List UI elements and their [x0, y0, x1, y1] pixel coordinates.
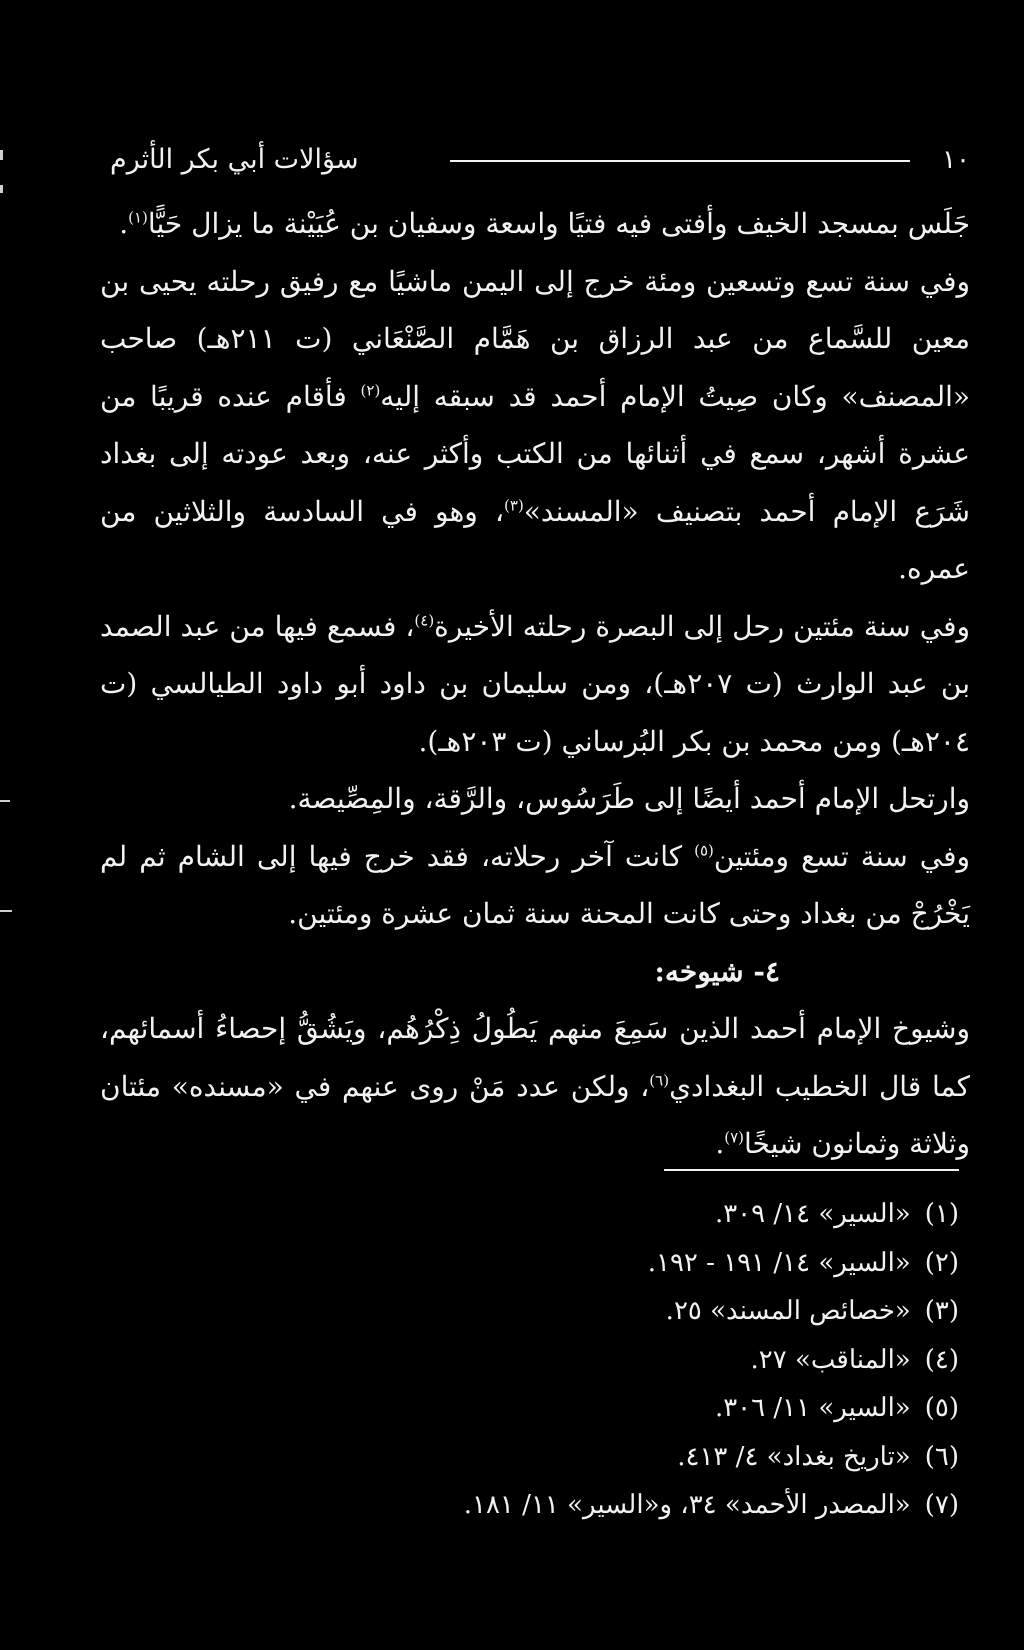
footnote-ref[interactable]: (٥) [694, 841, 714, 860]
header-rule [450, 160, 910, 162]
paragraph-text: . [715, 1127, 725, 1160]
footnote-item [359, 1190, 959, 1239]
scan-speck [0, 800, 10, 802]
paragraph-text: وفي سنة مئتين رحل إلى البصرة رحلته الأخيرة [434, 609, 970, 643]
footnote-text: «خصائص المسند» ٢٥. [665, 1296, 911, 1326]
paragraph-text: كانت آخر رحلاته، فقد خرج فيها إلى الشام ثم لم يَخْرُجْ من بغداد وحتى كانت المحنة سنة ثمان عشرة ومئتين. [100, 839, 970, 930]
paragraph-text: وفي سنة تسع وتسعين ومئة خرج إلى اليمن ماشيًا مع رفيق رحلته يحيى بن معين للسَّماع من عبد الرزاق بن هَمَّام الصَّنْعَاني (ت ٢١١هـ) صاحب «المصنف» وكان صِيتُ الإمام أحمد قد سبقه إليه [100, 264, 971, 413]
footnote-ref[interactable]: (٧) [724, 1128, 744, 1147]
paragraph-6 [100, 1000, 970, 1173]
footnote-item [359, 1433, 959, 1482]
footnote-ref[interactable]: (٦) [649, 1071, 670, 1090]
paragraph-1 [100, 195, 970, 253]
footnote-item [359, 1287, 959, 1336]
paragraph-text: وارتحل الإمام أحمد أيضًا إلى طَرَسُوس، والرَّقة، والمِصِّيصة. [288, 782, 970, 815]
footnote-number: (٤) [924, 1344, 959, 1375]
running-title: سؤالات أبي بكر الأثرم [110, 144, 359, 175]
paragraph-text: جَلَس بمسجد الخيف وأفتى فيه فتيًا واسعة وسفيان بن عُيَيْنة ما يزال حَيًّا [147, 207, 970, 240]
footnote-ref[interactable]: (٤) [414, 611, 435, 630]
paragraph-text: ، فسمع فيها من عبد الصمد بن عبد الوارث (ت ٢٠٧هـ)، ومن سليمان بن داود أبو داود الطيالسي (ت ٢٠٤هـ) ومن محمد بن بكر البُرساني (ت ٢٠٣هـ). [100, 609, 970, 758]
paragraph-2 [100, 253, 970, 598]
footnote-number: (٣) [924, 1296, 959, 1326]
footnote-rule [664, 1169, 959, 1171]
footnote-number: (١) [924, 1199, 959, 1229]
scan-speck [0, 185, 3, 193]
footnote-ref[interactable]: (٣) [504, 496, 524, 515]
footnote-number: (٥) [924, 1393, 959, 1423]
paragraph-text: فأقام عنده قريبًا من عشرة أشهر، سمع في أثنائها من الكتب وأكثر عنه، وبعد عودته إلى بغداد شَرَع الإمام أحمد بتصنيف «المسند» [100, 379, 970, 528]
footnote-text: «السير» ١٤/ ١٩١ - ١٩٢. [647, 1247, 911, 1278]
footnote-ref[interactable]: (٢) [360, 381, 381, 400]
footnotes-list [359, 1190, 959, 1530]
page-number: ١٠ [942, 145, 970, 175]
page-header [100, 140, 970, 180]
footnote-text: «المصدر الأحمد» ٣٤، و«السير» ١١/ ١٨١. [463, 1490, 911, 1520]
footnote-number: (٧) [924, 1490, 959, 1520]
paragraph-text: ، وهو في السادسة والثلاثين من عمره. [100, 494, 970, 585]
paragraph-text: ، ولكن عدد مَنْ روى عنهم في «مسنده» مئتان وثلاثة وثمانون شيخًا [100, 1069, 970, 1160]
footnote-ref[interactable]: (١) [128, 208, 148, 227]
footnote-item [359, 1481, 959, 1530]
section-heading: ٤- شيوخه: [654, 954, 780, 988]
footnote-text: «المناقب» ٢٧. [750, 1344, 911, 1375]
footnote-item [359, 1384, 959, 1433]
footnote-text: «تاريخ بغداد» ٤/ ٤١٣. [677, 1441, 911, 1472]
footnote-text: «السير» ١٤/ ٣٠٩. [714, 1199, 911, 1229]
footnote-item [359, 1239, 959, 1288]
paragraph-5 [100, 828, 970, 943]
scan-speck [0, 910, 12, 912]
paragraph-text: وفي سنة تسع ومئتين [713, 839, 970, 873]
paragraph-4 [100, 770, 970, 828]
main-text [100, 195, 970, 1173]
paragraph-text: وشيوخ الإمام أحمد الذين سَمِعَ منهم يَطُولُ ذِكْرُهُم، ويَشُقُّ إحصاءُ أسمائهم، كما قال الخطيب البغدادي [100, 1012, 970, 1103]
footnote-text: «السير» ١١/ ٣٠٦. [714, 1393, 911, 1423]
footnote-number: (٢) [924, 1247, 959, 1278]
paragraph-3 [100, 598, 970, 771]
paragraph-text: . [119, 207, 129, 240]
footnote-number: (٦) [924, 1441, 959, 1472]
footnote-item [359, 1336, 959, 1385]
scan-speck [0, 150, 3, 160]
